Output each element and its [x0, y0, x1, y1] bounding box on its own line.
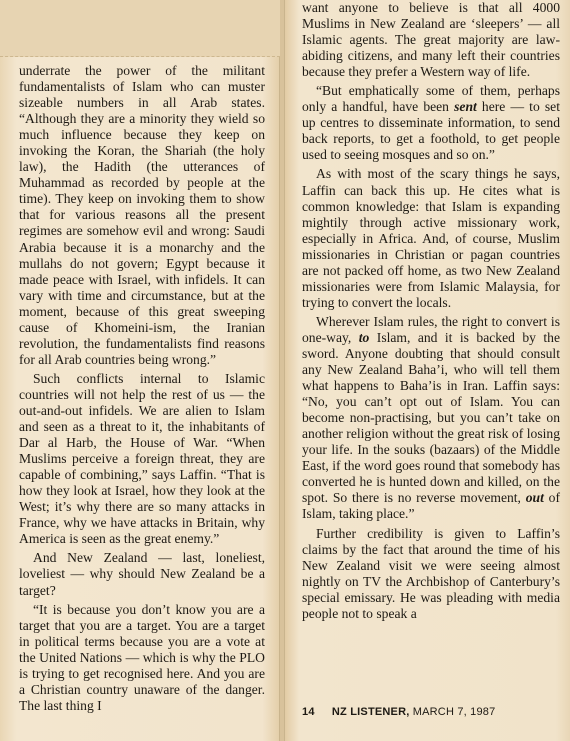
paragraph: Wherever Islam rules, the right to convert is one-way, to Islam, and it is backed by the sword. Anyone doubting that should consult any New Zealand Baha’i, who will tell them what happens to Baha’is in Iran. Laffin says: “No, you can’t opt out of Islam. You can become non-practising, but you can’t take on another religion without the great risk of losing your life. In the souks (bazaars) of the Middle East, if the word goes round that somebody has converted he is hunted down and killed, on the spot. So there is no reverse movement, out of Islam, taking place.” [302, 313, 560, 522]
paragraph: want anyone to believe is that all 4000 Muslims in New Zealand are ‘sleepers’ — all Islamic agents. The great majority are law-abiding citizens, and many left their countries because they prefer a Western way of life. [302, 0, 560, 80]
page-footer [302, 706, 560, 718]
page-number: 14 [302, 706, 315, 718]
paragraph: “It is because you don’t know you are a target that you are a target. You are a target in political terms because you are a vote at the United Nations — which is why the PLO is trying to get recognised here. And you are a Christian country unaware of the danger. The last thing I [19, 601, 265, 713]
issue-date: MARCH 7, 1987 [412, 706, 496, 718]
torn-edge [0, 0, 280, 57]
paragraph: As with most of the scary things he says, Laffin can back this up. He cites what is common knowledge: that Islam is expanding mightily through active missionary work, especially in Africa. And, of course, Muslim missionaries in Christian or pagan countries are not packed off home, as two New Zealand missionaries were from Islamic Malaysia, for trying to convert the locals. [302, 166, 560, 310]
publication-name: NZ LISTENER, [331, 706, 410, 718]
article-column-left [19, 63, 265, 714]
article-column-right [302, 0, 560, 622]
emphasis: sent [454, 99, 477, 115]
paragraph: And New Zealand — last, loneliest, loveliest — why should New Zealand be a target? [19, 550, 265, 598]
paragraph: “But emphatically some of them, perhaps only a handful, have been sent here — to set up centres to disseminate information, to send back reports, to get a foothold, to get people used to seeing mosques and so on.” [302, 83, 560, 163]
emphasis: out [525, 490, 544, 506]
paragraph: Further credibility is given to Laffin’s claims by the fact that around the time of his New Zealand visit we were seeing almost nightly on TV the Archbishop of Canterbury’s special emissary. He was pleading with media people not to speak a [302, 525, 560, 621]
paragraph: underrate the power of the militant fundamentalists of Islam who can muster sizeable numbers in all Arab states. “Although they are a minority they wield so much influence because they keep on invoking the Koran, the Shariah (the holy law), the Hadith (the utterances of Muhammad as recorded by people at the time). They keep on invoking them to show that for various reasons all the present regimes are somehow evil and wrong: Saudi Arabia because it is a monarchy and the mullahs do not govern; Egypt because it made peace with Israel, with infidels. It can vary with time and circumstance, but at the moment, because of this great sweeping cause of Khomeini-ism, the Iranian revolution, the fundamentalists find reasons for all Arab countries being wrong.” [19, 63, 265, 367]
emphasis: to [358, 329, 370, 345]
paragraph: Such conflicts internal to Islamic countries will not help the rest of us — the out-and-out infidels. We are alien to Islam and seen as a threat to it, the inhabitants of Dar al Harb, the House of War. “When Muslims perceive a foreign threat, they are capable of combining,” says Laffin. “That is how they look at Israel, how they look at the West; it’s why there are so many attacks in France, why we have attacks in Britain, why America is seen as the great enemy.” [19, 370, 265, 547]
